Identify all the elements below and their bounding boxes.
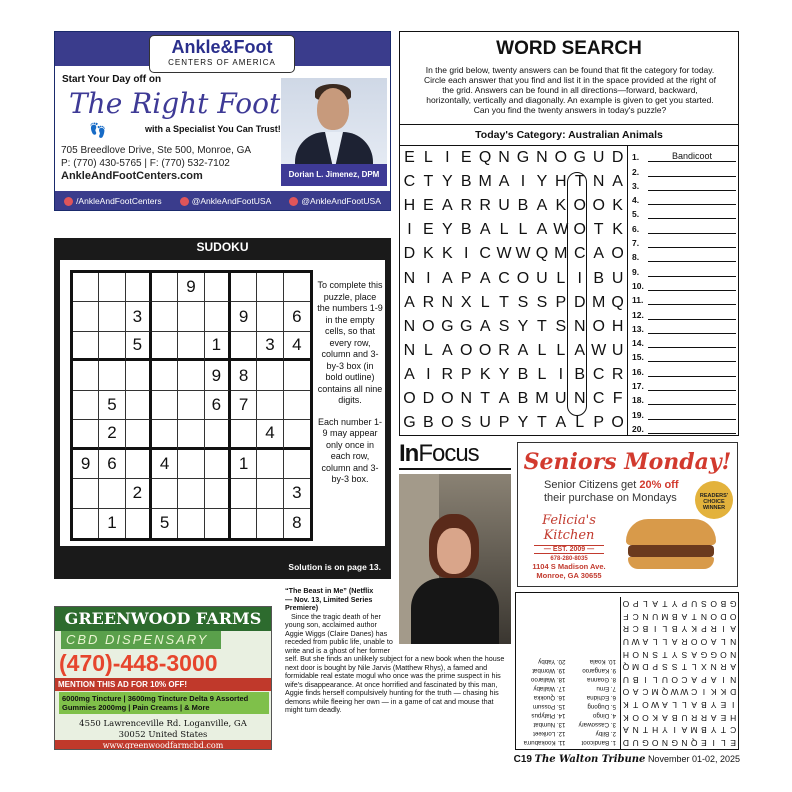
solution-item: 14. Platypus	[531, 712, 566, 719]
solution-row: A I R P K Y B L I B C R	[622, 624, 736, 635]
answer-row	[632, 334, 736, 348]
word-search-row: E L I E Q N G N O G U D	[404, 149, 624, 167]
solution-item: 13. Numbat	[533, 721, 566, 728]
sudoku-cell[interactable]	[284, 361, 310, 390]
kitchen-address-1: 1104 S Madison Ave.	[532, 562, 606, 571]
infocus-header	[399, 440, 511, 470]
sudoku-solution-note: Solution is on page 13.	[288, 562, 381, 572]
answer-blank[interactable]	[648, 365, 736, 377]
infocus-article	[285, 587, 509, 715]
answer-number: 19.	[632, 409, 644, 420]
sudoku-cell[interactable]	[178, 479, 204, 508]
seniors-headline: Seniors Monday!	[523, 449, 732, 475]
sudoku-cell[interactable]	[178, 420, 204, 449]
sudoku-cell[interactable]: 2	[99, 420, 125, 449]
answer-number: 4.	[632, 195, 640, 206]
sudoku-cell[interactable]: 6	[284, 302, 310, 331]
sudoku-cell[interactable]	[126, 509, 152, 538]
answer-blank[interactable]	[648, 293, 736, 305]
solution-row: O D O N T A B M U N C F	[623, 611, 737, 622]
kitchen-phone: 678-280-8035	[550, 556, 588, 562]
kitchen-est: — EST. 2009 —	[534, 545, 604, 554]
word-search-row: N L A O O R A L L A W U	[403, 341, 624, 359]
sudoku-cell[interactable]: 5	[126, 332, 152, 361]
solution-row: D K K I C W W Q M C A O	[622, 687, 737, 698]
answer-blank[interactable]	[648, 222, 736, 234]
infocus-body-2: self. But she finds an unlikely subject for a new book when the house next door is bought by Nile Jarvis (Matthew Rhys), a famed and formidable real estate mogul who once was the prime suspect in his wife's disappearance. At once horrified and fascinated by this man, Aggie finds herself compulsively hunting for the truth — chasing his demons while fleeing her own — in a game of cat and mouse that might turn deadly.	[285, 654, 505, 714]
answer-number: 18.	[632, 395, 644, 406]
solution-item: 7. Emu	[596, 685, 616, 692]
social-x[interactable]	[289, 196, 381, 206]
solution-row: G B O S U P Y T A L P O	[622, 599, 737, 610]
sudoku-cell[interactable]: 5	[99, 391, 125, 420]
ad-specialist-line: with a Specialist You Can Trust!	[145, 124, 281, 134]
answer-blank[interactable]	[648, 308, 736, 320]
sudoku-cell[interactable]	[231, 509, 257, 538]
logo-word-foot: Foot	[233, 37, 273, 57]
answer-blank[interactable]	[648, 193, 736, 205]
sudoku-cell[interactable]	[178, 332, 204, 361]
answer-row	[632, 162, 736, 176]
sudoku-cell[interactable]	[99, 332, 125, 361]
sudoku-cell[interactable]	[231, 479, 257, 508]
solution-item: 5. Dugong	[587, 703, 616, 710]
sudoku-cell[interactable]: 6	[99, 450, 125, 479]
sudoku-cell[interactable]: 1	[99, 509, 125, 538]
instagram-handle: @AnkleAndFootUSA	[191, 195, 272, 206]
answer-number: 17.	[632, 381, 644, 392]
ad-website[interactable]: AnkleAndFootCenters.com	[61, 170, 203, 182]
answer-number: 6.	[632, 223, 640, 234]
readers-choice-badge-icon: READERS' CHOICE WINNER	[695, 481, 733, 519]
sudoku-cell[interactable]	[152, 420, 178, 449]
solution-item: 12. Lorikeet	[533, 730, 566, 737]
infocus-body-1: Since the tragic death of her young son, acclaimed author Aggie Wiggs (Claire Danes) has receded from public life, unable to write and is a ghost of her former	[285, 611, 393, 655]
solution-item: 10. Koala	[589, 658, 616, 665]
word-search-row: A R N X L T S S P D M Q	[404, 293, 624, 311]
solution-item: 9. Kangaroo	[582, 667, 616, 674]
answer-number: 20.	[632, 423, 644, 434]
word-search-title: WORD SEARCH	[496, 38, 642, 59]
answer-number: 11.	[632, 295, 644, 306]
page-number: C19	[513, 754, 532, 765]
solution-item: 11. Kookaburra	[523, 739, 566, 746]
solution-row: A R N X L T S S P D M Q	[622, 662, 736, 673]
solution-item: 1. Bandicoot	[581, 739, 616, 746]
ad-contact-block	[61, 144, 251, 183]
ankle-foot-ad[interactable]	[54, 31, 391, 211]
greenwood-address-1: 4550 Lawrenceville Rd. Loganville, GA	[79, 719, 247, 729]
sudoku-cell[interactable]	[152, 302, 178, 331]
ad-phone: P: (770) 430-5765 | F: (770) 532-7102	[61, 158, 230, 169]
answer-row	[632, 205, 736, 219]
sudoku-cell[interactable]	[257, 479, 283, 508]
facebook-icon	[64, 197, 73, 206]
issue-date: November 01-02, 2025	[647, 754, 740, 764]
word-search-category: Today's Category: Australian Animals	[400, 124, 738, 146]
answer-blank[interactable]	[648, 408, 736, 420]
greenwood-website[interactable]: www.greenwoodfarmcbd.com	[55, 740, 271, 750]
kitchen-name: Felicia's Kitchen	[542, 513, 596, 543]
answer-row	[632, 420, 736, 434]
sudoku-cell[interactable]: 9	[73, 450, 99, 479]
sudoku-cell[interactable]: 1	[205, 332, 231, 361]
sudoku-cell[interactable]: 9	[231, 302, 257, 331]
page-footer	[505, 754, 740, 765]
ad-address: 705 Breedlove Drive, Ste 500, Monroe, GA	[61, 145, 252, 156]
answer-blank[interactable]: Bandicoot	[648, 150, 736, 162]
sudoku-cell[interactable]	[99, 273, 125, 302]
sudoku-cell[interactable]: 5	[152, 509, 178, 538]
greenwood-mention: MENTION THIS AD FOR 10% OFF!	[55, 678, 271, 691]
sudoku-cell[interactable]	[205, 302, 231, 331]
sudoku-cell[interactable]	[205, 479, 231, 508]
greenwood-name: GREENWOOD FARMS	[55, 607, 271, 631]
logo-ampersand: &	[220, 37, 234, 57]
word-search-row: I E Y B A L L A W O T K	[407, 221, 623, 239]
newspaper-name: The Walton Tribune	[534, 754, 646, 765]
greenwood-phone: (470)-448-3000	[59, 650, 218, 676]
doctor-name: Dorian L. Jimenez, DPM	[281, 164, 387, 186]
sudoku-instructions	[317, 280, 383, 486]
sudoku-cell[interactable]	[231, 420, 257, 449]
answer-number: 8.	[632, 252, 640, 263]
answer-number: 10.	[632, 280, 644, 291]
kitchen-address-2: Monroe, GA 30655	[536, 571, 602, 580]
sudoku-cell[interactable]	[152, 332, 178, 361]
solution-item: 6. Echidna	[586, 694, 616, 701]
answer-row	[632, 191, 736, 205]
sudoku-cell[interactable]	[126, 361, 152, 390]
answer-row	[632, 305, 736, 319]
sudoku-cell[interactable]	[73, 302, 99, 331]
sudoku-cell[interactable]	[205, 509, 231, 538]
seniors-monday-ad[interactable]	[517, 442, 738, 587]
sudoku-cell[interactable]: 3	[257, 332, 283, 361]
sudoku-cell[interactable]	[178, 450, 204, 479]
answer-number: 15.	[632, 352, 644, 363]
sudoku-cell[interactable]	[257, 273, 283, 302]
social-bar	[55, 191, 390, 211]
sudoku-cell[interactable]	[73, 509, 99, 538]
answer-number: 3.	[632, 180, 640, 191]
answer-number: 9.	[632, 266, 640, 277]
x-handle: @AnkleAndFootUSA	[301, 195, 381, 206]
seniors-discount: 20% off	[639, 479, 679, 491]
word-search-row: G B O S U P Y T A L P O	[403, 414, 624, 432]
sudoku-title: SUDOKU	[196, 240, 249, 254]
answer-number: 2.	[632, 166, 640, 177]
answer-blank[interactable]	[648, 322, 736, 334]
answer-number: 13.	[632, 323, 644, 334]
word-search-row: O D O N T A B M U N C F	[403, 389, 623, 407]
sudoku-cell[interactable]	[152, 273, 178, 302]
sudoku-cell[interactable]	[99, 479, 125, 508]
solution-row: E L I E Q N G N O G U D	[622, 737, 736, 748]
solution-item: 19. Wombat	[532, 667, 566, 674]
sudoku-cell[interactable]	[284, 391, 310, 420]
answer-blank[interactable]	[648, 265, 736, 277]
answer-row	[632, 262, 736, 276]
sudoku-cell[interactable]	[205, 273, 231, 302]
sudoku-cell[interactable]	[73, 479, 99, 508]
answer-blank[interactable]	[648, 236, 736, 248]
solution-row: N L A O O R A L L A W U	[622, 636, 737, 647]
word-search-row: C T Y B M A I Y H T N A	[403, 173, 623, 191]
sudoku-cell[interactable]	[152, 479, 178, 508]
x-icon	[289, 197, 298, 206]
answer-blank[interactable]	[648, 279, 736, 291]
sudoku-cell[interactable]: 4	[152, 450, 178, 479]
answer-row	[632, 234, 736, 248]
footprints-icon: 👣	[89, 122, 107, 138]
solution-item: 16. Quokka	[533, 694, 566, 701]
sudoku-cell[interactable]: 8	[292, 513, 302, 533]
sudoku-cell[interactable]: 9	[178, 273, 204, 302]
sudoku-cell[interactable]	[126, 420, 152, 449]
answer-row	[632, 291, 736, 305]
sudoku-cell[interactable]	[178, 361, 204, 390]
sudoku-cell[interactable]	[257, 361, 283, 390]
ad-start-line: Start Your Day off on	[62, 74, 162, 85]
solution-item: 3. Cassowary	[578, 721, 616, 728]
word-search-row: H E A R R U B A K O O K	[403, 197, 623, 215]
seniors-subline	[544, 479, 679, 505]
solution-item: 17. Wallaby	[533, 685, 566, 692]
sudoku-cell[interactable]	[231, 332, 257, 361]
answer-blank[interactable]	[648, 179, 736, 191]
word-search-row: A I R P K Y B L I B C R	[404, 365, 624, 383]
word-search-panel	[399, 31, 739, 436]
ad-headline: The Right Foot	[69, 87, 281, 120]
infocus-caption-title: “The Beast in Me” (Netflix — Nov. 13, Limited Series Premiere)	[285, 586, 374, 612]
answer-row	[632, 277, 736, 291]
answer-row	[632, 391, 736, 405]
sudoku-cell[interactable]: 1	[231, 450, 257, 479]
logo-word-ankle: Ankle	[171, 37, 221, 57]
answer-row	[632, 248, 736, 262]
sudoku-cell[interactable]: 6	[205, 391, 231, 420]
answer-row	[632, 348, 736, 362]
sudoku-cell[interactable]	[257, 302, 283, 331]
solution-item: 2. Bilby	[595, 730, 616, 737]
sudoku-cell[interactable]	[73, 361, 99, 390]
felicias-kitchen-logo	[524, 513, 614, 583]
solution-row: N O G G A S Y T S N O H	[622, 649, 737, 660]
sudoku-cell[interactable]	[126, 391, 152, 420]
solution-grid	[620, 597, 738, 749]
sudoku-cell[interactable]: 3	[284, 479, 310, 508]
sudoku-cell[interactable]: 4	[257, 420, 283, 449]
word-search-row: N I A P A C O U L I B U	[403, 269, 624, 287]
sudoku-panel	[54, 238, 391, 579]
seniors-sub-2: their purchase on Mondays	[544, 492, 677, 504]
answer-blank[interactable]	[648, 422, 736, 434]
social-instagram[interactable]	[180, 196, 272, 206]
sudoku-cell[interactable]: 3	[126, 302, 152, 331]
word-search-answer-list	[632, 148, 736, 434]
answer-blank[interactable]	[648, 350, 736, 362]
answer-blank[interactable]	[648, 393, 736, 405]
sudoku-cell[interactable]: 7	[231, 391, 257, 420]
sudoku-cell[interactable]: 2	[126, 479, 152, 508]
infocus-head-rest: Focus	[418, 440, 479, 467]
answer-row	[632, 177, 736, 191]
seniors-sub-1: Senior Citizens get	[544, 479, 640, 491]
answer-number: 1.	[632, 152, 640, 163]
word-search-row: D K K I C W W Q M C A O	[403, 245, 624, 263]
greenwood-products: 6000mg Tincture | 3600mg Tincture Delta 9 Assorted Gummies 2000mg | Pain Creams | & More	[59, 692, 269, 714]
word-search-intro: In the grid below, twenty answers can be found that fit the category for today. Circle each answer that you find and list it in the space provided at the right of the grid. Answers can be found in all directions—forward, backward, horizontally, vertically and diagonally. An example is given to get you started. Can you find the twenty answers in today's puzzle?	[424, 65, 716, 115]
answer-row	[632, 405, 736, 419]
answer-blank[interactable]	[648, 379, 736, 391]
social-facebook[interactable]	[64, 196, 162, 206]
example-answer-circle	[567, 172, 587, 416]
solution-item: 20. Yabby	[538, 658, 566, 665]
sudoku-cell[interactable]	[152, 391, 178, 420]
sudoku-cell[interactable]	[178, 302, 204, 331]
sudoku-cell[interactable]	[284, 273, 310, 302]
sudoku-cell[interactable]	[99, 361, 125, 390]
sudoku-cell[interactable]	[257, 450, 283, 479]
word-search-grid[interactable]	[400, 146, 628, 435]
sudoku-grid[interactable]	[70, 270, 313, 541]
sudoku-cell[interactable]	[231, 273, 257, 302]
solution-item: 15. Possum	[532, 703, 566, 710]
answer-number: 16.	[632, 366, 644, 377]
greenwood-tagline: CBD DISPENSARY	[61, 631, 221, 649]
burger-image	[626, 519, 716, 573]
logo-subtitle: CENTERS OF AMERICA	[168, 58, 276, 67]
answer-number: 12.	[632, 309, 644, 320]
solution-row: C T Y B M A I Y H T N A	[623, 725, 737, 736]
ankle-foot-logo	[149, 35, 295, 73]
answer-row	[632, 320, 736, 334]
sudoku-cell[interactable]: 9	[205, 361, 231, 390]
sudoku-instructions-2: Each number 1-9 may appear only once in each row, column and 3-by-3 box.	[317, 416, 383, 484]
sudoku-cell[interactable]	[126, 273, 152, 302]
solution-row: I E Y B A L L A W O T K	[623, 699, 735, 710]
sudoku-cell[interactable]	[178, 509, 204, 538]
answer-number: 14.	[632, 338, 644, 349]
answer-blank[interactable]	[648, 250, 736, 262]
answer-blank[interactable]	[648, 165, 736, 177]
sudoku-cell[interactable]	[126, 450, 152, 479]
answer-number: 7.	[632, 238, 640, 249]
sudoku-cell[interactable]	[205, 450, 231, 479]
instagram-icon	[180, 197, 189, 206]
sudoku-cell[interactable]	[152, 361, 178, 390]
sudoku-cell[interactable]: 8	[231, 361, 257, 390]
facebook-handle: /AnkleAndFootCenters	[76, 195, 162, 206]
sudoku-cell[interactable]	[73, 420, 99, 449]
greenwood-address	[55, 719, 271, 741]
sudoku-instructions-1: To complete this puzzle, place the numbers 1-9 in the empty cells, so that every row, column and 3-by-3 box (in bold outline) contains all nine digits.	[317, 280, 383, 405]
infocus-head-bold: In	[399, 440, 419, 467]
sudoku-cell[interactable]	[73, 273, 99, 302]
sudoku-cell[interactable]	[73, 332, 99, 361]
answer-blank[interactable]	[648, 336, 736, 348]
sudoku-cell[interactable]	[257, 509, 283, 538]
sudoku-cell[interactable]	[284, 420, 310, 449]
sudoku-cell[interactable]	[73, 391, 99, 420]
sudoku-cell[interactable]	[205, 420, 231, 449]
solution-list	[518, 657, 616, 747]
answer-row	[632, 148, 736, 162]
solution-item: 8. Goanna	[587, 676, 616, 683]
solution-row: H E A R R U B A K O O K	[623, 712, 737, 723]
greenwood-address-2: 30052 United States	[118, 730, 208, 740]
sudoku-cell[interactable]	[284, 450, 310, 479]
sudoku-inner	[60, 260, 385, 546]
answer-row	[632, 362, 736, 376]
answer-row	[632, 219, 736, 233]
answer-blank[interactable]	[648, 207, 736, 219]
sudoku-cell[interactable]	[257, 391, 283, 420]
answer-row	[632, 377, 736, 391]
solution-row: N I A P A C O U L I B U	[622, 674, 737, 685]
sudoku-cell[interactable]	[99, 302, 125, 331]
sudoku-cell[interactable]: 4	[284, 332, 310, 361]
answer-number: 5.	[632, 209, 640, 220]
greenwood-farms-ad[interactable]	[54, 606, 272, 750]
solution-item: 4. Dingo	[592, 712, 616, 719]
word-search-row: N O G G A S Y T S N O H	[403, 317, 624, 335]
word-search-solution	[515, 592, 739, 750]
sudoku-cell[interactable]	[178, 391, 204, 420]
solution-item: 18. Wallaroo	[530, 676, 566, 683]
